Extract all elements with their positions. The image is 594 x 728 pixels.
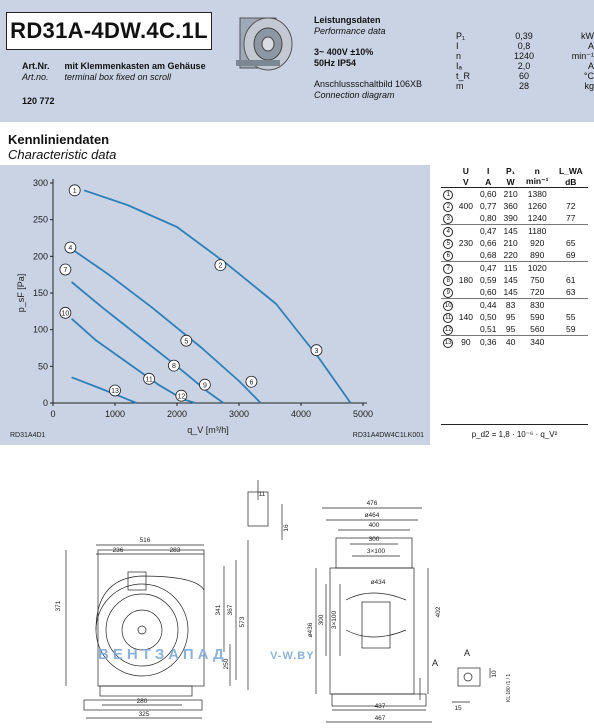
watermark-site: V-W.BY <box>270 650 315 662</box>
dim-10: 10 <box>491 670 498 678</box>
param-row <box>456 81 594 91</box>
table-cell: 1260 <box>527 201 547 211</box>
table-cell: 210 <box>503 238 518 248</box>
y-tick-label: 200 <box>32 251 48 262</box>
table-cell <box>456 212 477 225</box>
param-row <box>456 41 594 51</box>
dim-371: 371 <box>55 600 62 612</box>
fan-product-icon <box>232 14 300 76</box>
x-tick-label: 3000 <box>228 409 250 419</box>
section-title-de: Kennliniendaten <box>8 132 110 147</box>
table-unit: V <box>456 176 477 188</box>
detail-a-view <box>458 668 480 686</box>
param-sym: P₁ <box>456 31 466 41</box>
table-cell: 0,47 <box>476 262 500 275</box>
section-a-marker: A <box>432 658 439 668</box>
table-cell: 720 <box>530 287 545 297</box>
table-cell: 145 <box>503 287 518 297</box>
dim-16: 16 <box>283 524 290 532</box>
table-cell: 40 <box>500 336 521 349</box>
x-tick-label: 5000 <box>352 409 374 419</box>
table-row <box>441 336 588 349</box>
param-row <box>456 31 594 41</box>
table-cell <box>456 299 477 312</box>
table-cell: 55 <box>566 312 576 322</box>
dim-250: 250 <box>223 658 230 670</box>
model-title: RD31A-4DW.4C.1L <box>6 12 212 50</box>
param-unit: kW <box>581 31 594 41</box>
performance-block <box>314 15 422 101</box>
param-row <box>456 51 594 61</box>
table-cell: 1180 <box>521 225 554 238</box>
table-cell: 95 <box>505 312 516 322</box>
param-sym: t_R <box>456 71 471 81</box>
table-cell: 590 <box>530 312 545 322</box>
y-tick-label: 100 <box>32 324 48 335</box>
curve-number-badge: 2 <box>443 202 453 212</box>
table-cell: 1240 <box>527 213 547 223</box>
table-cell: 0,60 <box>479 189 497 199</box>
table-row <box>441 237 588 249</box>
curve-number-badge: 3 <box>443 214 453 224</box>
art-text-de: mit Klemmenkasten am Gehäuse <box>64 61 206 71</box>
chart-code-left: RD31A4D1 <box>10 432 46 439</box>
table-cell: 145 <box>500 225 521 238</box>
dim-15: 15 <box>454 705 462 712</box>
table-cell: 0,50 <box>479 312 497 322</box>
dim-d434: ø434 <box>370 579 386 586</box>
curve-number-badge: 9 <box>443 288 453 298</box>
table-cell: 90 <box>456 336 477 349</box>
performance-voltage: 3~ 400V ±10% <box>314 47 374 57</box>
table-cell-curve <box>441 311 456 323</box>
performance-frequency: 50Hz IP54 <box>314 58 357 68</box>
curve-line-1 <box>84 190 351 403</box>
table-cell-curve <box>441 336 456 349</box>
table-cell: 69 <box>566 250 576 260</box>
table-cell: 400 <box>458 201 473 211</box>
table-cell: 0,36 <box>476 336 500 349</box>
dim-3x100-v: 3×100 <box>331 610 338 630</box>
table-cell-curve <box>441 323 456 336</box>
table-cell: 1020 <box>521 262 554 275</box>
table-cell <box>456 262 477 275</box>
table-cell: 830 <box>521 299 554 312</box>
table-cell: 0,51 <box>479 324 497 334</box>
table-cell: 0,60 <box>479 287 497 297</box>
x-axis-label: q_V [m³/h] <box>187 425 229 435</box>
performance-params <box>456 31 594 91</box>
dynamic-pressure-formula <box>441 424 588 439</box>
table-cell-curve <box>441 237 456 249</box>
table-row <box>441 286 588 299</box>
table-header: L_WA <box>558 165 583 176</box>
impeller-blades <box>362 602 390 648</box>
front-housing-outline <box>98 550 204 686</box>
curve-label-6: 6 <box>249 379 254 387</box>
curve-label-7: 7 <box>63 267 68 275</box>
side-housing-outline <box>330 568 414 694</box>
table-cell <box>554 188 588 201</box>
curve-label-9: 9 <box>202 382 207 390</box>
curve-label-11: 11 <box>145 376 153 384</box>
table-cell-curve <box>441 212 456 225</box>
table-cell <box>456 323 477 336</box>
art-text-en: terminal box fixed on scroll <box>64 72 172 82</box>
table-header: U <box>462 165 469 176</box>
curve-label-12: 12 <box>177 393 186 401</box>
table-cell: 180 <box>458 275 473 285</box>
detail-code: KL 180 /1 / 1 <box>506 673 512 702</box>
dim-402: 402 <box>435 606 442 618</box>
curve-number-badge: 10 <box>444 303 452 309</box>
section-title-en: Characteristic data <box>8 147 117 162</box>
curve-number-badge: 12 <box>444 327 452 333</box>
param-sym: n <box>456 51 462 61</box>
y-tick-label: 50 <box>37 361 48 372</box>
dimension-drawing <box>0 480 594 728</box>
dim-400: 400 <box>368 522 380 529</box>
curve-number-badge: 11 <box>445 315 452 321</box>
dim-516: 516 <box>139 537 151 544</box>
table-row <box>441 188 588 201</box>
performance-title-de: Leistungsdaten <box>314 15 381 25</box>
art-label-de: Art.Nr. <box>22 61 50 71</box>
table-row <box>441 249 588 262</box>
wiring-diagram-en: Connection diagram <box>314 90 395 100</box>
dim-573: 573 <box>239 616 246 628</box>
table-row <box>441 299 588 312</box>
dim-11: 11 <box>258 491 266 498</box>
curve-label-1: 1 <box>72 187 77 195</box>
table-cell-curve <box>441 225 456 238</box>
param-val: 2,0 <box>517 61 531 71</box>
table-cell: 63 <box>566 287 576 297</box>
param-sym: I <box>456 41 459 51</box>
detail-a-label: A <box>464 648 471 658</box>
param-val: 28 <box>518 81 529 91</box>
table-cell-curve <box>441 249 456 262</box>
y-tick-label: 0 <box>42 398 48 408</box>
dim-236: 236 <box>112 547 124 554</box>
curve-label-10: 10 <box>61 310 70 318</box>
table-cell: 210 <box>503 189 518 199</box>
param-row <box>456 61 594 71</box>
table-cell: 390 <box>503 213 518 223</box>
table-cell <box>456 188 477 201</box>
dim-437: 437 <box>374 703 386 710</box>
dim-283: 283 <box>169 547 181 554</box>
param-val: 1240 <box>513 51 535 61</box>
table-row <box>441 200 588 212</box>
table-row <box>441 212 588 225</box>
dim-467: 467 <box>374 715 386 722</box>
y-axis-label: p_sF [Pa] <box>16 273 26 313</box>
table-cell-curve <box>441 274 456 286</box>
table-unit: A <box>476 176 500 188</box>
dim-300-v: 300 <box>318 614 325 626</box>
curve-number-badge: 1 <box>443 190 453 200</box>
table-cell: 59 <box>566 324 576 334</box>
y-tick-label: 300 <box>32 178 48 188</box>
table-cell <box>456 286 477 299</box>
param-sym: m <box>456 81 464 91</box>
table-cell-curve <box>441 262 456 275</box>
param-val: 60 <box>518 71 529 81</box>
table-cell: 560 <box>530 324 545 334</box>
table-cell <box>456 225 477 238</box>
table-row <box>441 274 588 286</box>
dim-d464: ø464 <box>364 512 380 519</box>
param-sym: Iₐ <box>456 61 462 71</box>
dim-280: 280 <box>136 698 148 705</box>
table-unit: dB <box>554 176 588 188</box>
table-unit: W <box>500 176 521 188</box>
table-cell: 890 <box>530 250 545 260</box>
curve-label-8: 8 <box>171 363 176 371</box>
chart-svg <box>0 165 430 445</box>
table-cell: 95 <box>505 324 516 334</box>
terminal-box <box>128 572 146 590</box>
table-unit: min⁻¹ <box>521 176 554 188</box>
table-row <box>441 311 588 323</box>
table-unit <box>441 176 456 188</box>
x-tick-label: 2000 <box>166 409 188 419</box>
dim-325: 325 <box>138 711 150 718</box>
dim-341: 341 <box>215 604 222 616</box>
table-cell: 83 <box>500 299 521 312</box>
table-cell: 920 <box>530 238 545 248</box>
article-description <box>22 61 206 83</box>
x-tick-label: 4000 <box>290 409 312 419</box>
front-base-plate <box>100 686 192 696</box>
param-unit: kg <box>584 81 594 91</box>
table-cell-curve <box>441 299 456 312</box>
table-cell-curve <box>441 286 456 299</box>
table-cell: 360 <box>503 201 518 211</box>
table-cell: 0,77 <box>479 201 497 211</box>
y-tick-label: 250 <box>32 214 48 225</box>
table-row <box>441 262 588 275</box>
table-cell: 1380 <box>527 189 547 199</box>
table-cell: 0,47 <box>476 225 500 238</box>
table-cell: 0,44 <box>476 299 500 312</box>
dim-367: 367 <box>227 604 234 616</box>
param-val: 0,8 <box>517 41 531 51</box>
curve-label-13: 13 <box>111 388 119 396</box>
curve-number-badge: 5 <box>443 239 453 249</box>
header-panel <box>0 0 594 122</box>
dim-3x100: 3×100 <box>366 548 386 555</box>
table-cell: 145 <box>503 275 518 285</box>
table-cell <box>554 225 588 238</box>
curve-line-13 <box>72 377 137 403</box>
table-cell-curve <box>441 188 456 201</box>
table-cell: 140 <box>458 312 473 322</box>
table-cell <box>554 299 588 312</box>
param-val: 0,39 <box>515 31 533 41</box>
x-tick-label: 1000 <box>104 409 126 419</box>
curve-label-3: 3 <box>314 347 319 355</box>
table-cell: 115 <box>500 262 521 275</box>
param-unit: A <box>587 61 594 71</box>
table-header: n <box>534 165 540 176</box>
table-cell: 61 <box>566 275 576 285</box>
performance-title-en: Performance data <box>314 26 386 36</box>
table-cell: 0,59 <box>479 275 497 285</box>
operating-points-table <box>441 165 588 348</box>
y-tick-label: 150 <box>32 288 48 298</box>
table-cell: 0,80 <box>479 213 497 223</box>
param-row <box>456 71 594 81</box>
watermark-brand: ВЕНТЗАПАД <box>98 646 228 663</box>
table-cell: 220 <box>503 250 518 260</box>
table-cell: 77 <box>566 213 576 223</box>
table-cell: 65 <box>566 238 576 248</box>
watermark <box>98 646 315 663</box>
wiring-diagram-de: Anschlussschaltbild 106XB <box>314 79 423 89</box>
table-cell-curve <box>441 200 456 212</box>
table-cell <box>554 262 588 275</box>
curve-number-badge: 7 <box>443 264 453 274</box>
dim-d436: ø436 <box>307 622 314 638</box>
curve-line-4 <box>72 249 261 403</box>
table-header: P₁ <box>505 165 516 176</box>
art-label-en: Art.no. <box>22 72 49 82</box>
x-tick-label: 0 <box>50 409 56 419</box>
table-cell: 230 <box>458 238 473 248</box>
curve-number-badge: 8 <box>443 276 453 286</box>
table-cell: 72 <box>566 201 576 211</box>
curve-label-5: 5 <box>184 338 189 346</box>
curve-number-badge: 13 <box>444 340 452 346</box>
param-unit: min⁻¹ <box>571 51 594 61</box>
characteristic-chart <box>0 165 430 445</box>
article-number: 120 772 <box>22 96 55 106</box>
chart-code-right: RD31A4DW4C1LK001 <box>352 432 424 439</box>
table-row <box>441 225 588 238</box>
dim-476: 476 <box>366 500 378 507</box>
table-cell: 750 <box>530 275 545 285</box>
param-unit: °C <box>583 71 594 81</box>
table-cell: 0,66 <box>479 238 497 248</box>
table-cell: 340 <box>521 336 554 349</box>
table-row <box>441 323 588 336</box>
table-cell: 0,68 <box>479 250 497 260</box>
curve-label-2: 2 <box>218 262 223 270</box>
curve-label-4: 4 <box>68 245 73 253</box>
table-header: I <box>487 165 490 176</box>
formula-text: p_d2 = 1,8 · 10⁻⁶ · q_V² <box>471 430 558 439</box>
table-cell <box>456 249 477 262</box>
dim-300: 300 <box>368 536 380 543</box>
param-unit: A <box>587 41 594 51</box>
table-header <box>441 165 456 176</box>
curve-number-badge: 4 <box>443 227 453 237</box>
table-cell <box>554 336 588 349</box>
curve-number-badge: 6 <box>443 251 453 261</box>
